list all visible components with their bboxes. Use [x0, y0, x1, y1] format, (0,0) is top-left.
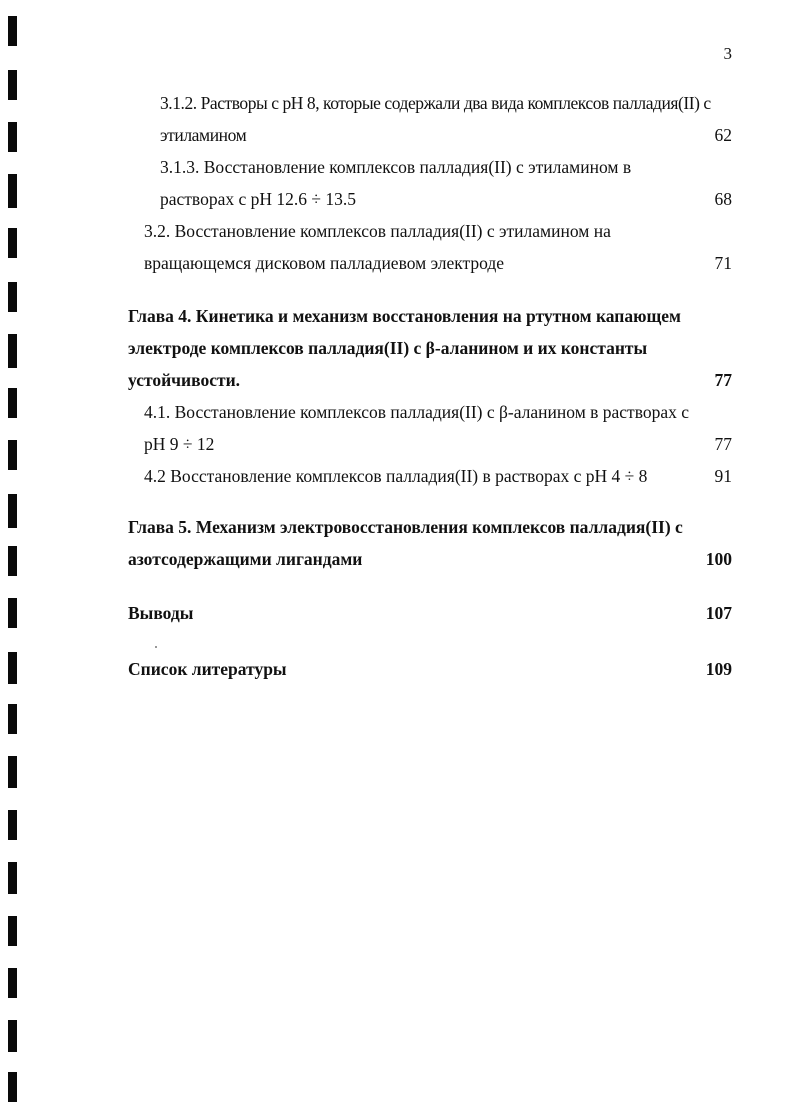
- toc-entry-title: pH 9 ÷ 12: [144, 434, 215, 454]
- toc-entry-title: 4.2 Восстановление комплексов палладия(II) в растворах с pH 4 ÷ 8: [144, 466, 648, 486]
- toc-page-number: 68: [714, 189, 732, 209]
- dot-leader: [248, 363, 706, 397]
- toc-page-number: 91: [714, 466, 732, 486]
- binding-mark: [8, 282, 17, 312]
- dot-leader: [296, 652, 702, 686]
- binding-mark: [8, 968, 17, 998]
- toc-chapter-title: Выводы: [128, 603, 194, 623]
- scan-speck: [155, 646, 157, 648]
- toc-entry-title: 3.1.2. Растворы с pH 8, которые содержали два вида комплексов палладия(II) с: [160, 93, 711, 113]
- toc-entry-title: 3.1.3. Восстановление комплексов палладия(II) с этиламином в: [160, 157, 632, 177]
- binding-mark: [8, 1072, 17, 1102]
- binding-mark: [8, 70, 17, 100]
- toc-page-number: 109: [705, 659, 732, 679]
- dot-leader: [200, 596, 702, 630]
- toc-entry-title: 4.1. Восстановление комплексов палладия(II) с β-аланином в растворах с: [144, 402, 690, 422]
- page-number: 3: [723, 44, 732, 63]
- binding-mark: [8, 440, 17, 470]
- toc-chapter-title: Глава 4. Кинетика и механизм восстановления на ртутном капающем: [128, 306, 681, 326]
- toc-chapter-title: устойчивости.: [128, 370, 241, 390]
- toc-chapter-title: Глава 5. Механизм электровосстановления комплексов палладия(II) с: [128, 517, 683, 537]
- binding-mark: [8, 494, 17, 528]
- toc-page-number: 71: [714, 253, 732, 273]
- binding-mark: [8, 704, 17, 734]
- dot-leader: [526, 246, 706, 280]
- toc-chapter-title: электроде комплексов палладия(II) с β-аланином и их константы: [128, 338, 648, 358]
- dot-leader: [216, 427, 706, 461]
- toc-page-number: 77: [714, 370, 732, 390]
- dot-leader: [357, 182, 706, 216]
- dot-leader: [254, 118, 706, 152]
- binding-mark: [8, 810, 17, 840]
- binding-mark: [8, 598, 17, 628]
- binding-mark: [8, 916, 17, 946]
- binding-mark: [8, 122, 17, 152]
- toc-page-number: 77: [714, 434, 732, 454]
- binding-mark: [8, 1020, 17, 1052]
- dot-leader: [380, 542, 702, 576]
- binding-mark: [8, 174, 17, 208]
- toc-entry-title: вращающемся дисковом палладиевом электроде: [144, 253, 505, 273]
- binding-mark: [8, 652, 17, 684]
- binding-mark: [8, 334, 17, 368]
- toc-entry-title: этиламином: [160, 125, 247, 145]
- toc-chapter-title: азотсодержащими лигандами: [128, 549, 363, 569]
- binding-mark: [8, 862, 17, 894]
- toc-chapter-title: Список литературы: [128, 659, 287, 679]
- binding-mark: [8, 16, 17, 46]
- toc-page-number: 100: [705, 549, 732, 569]
- binding-mark: [8, 756, 17, 788]
- binding-mark: [8, 546, 17, 576]
- binding-mark: [8, 388, 17, 418]
- binding-mark: [8, 228, 17, 258]
- toc-entry-title: растворах с pH 12.6 ÷ 13.5: [160, 189, 356, 209]
- toc-page-number: 62: [714, 125, 732, 145]
- binding-edge: [0, 0, 30, 1102]
- toc-page-number: 107: [705, 603, 732, 623]
- toc-entry-title: 3.2. Восстановление комплексов палладия(II) с этиламином на: [144, 221, 611, 241]
